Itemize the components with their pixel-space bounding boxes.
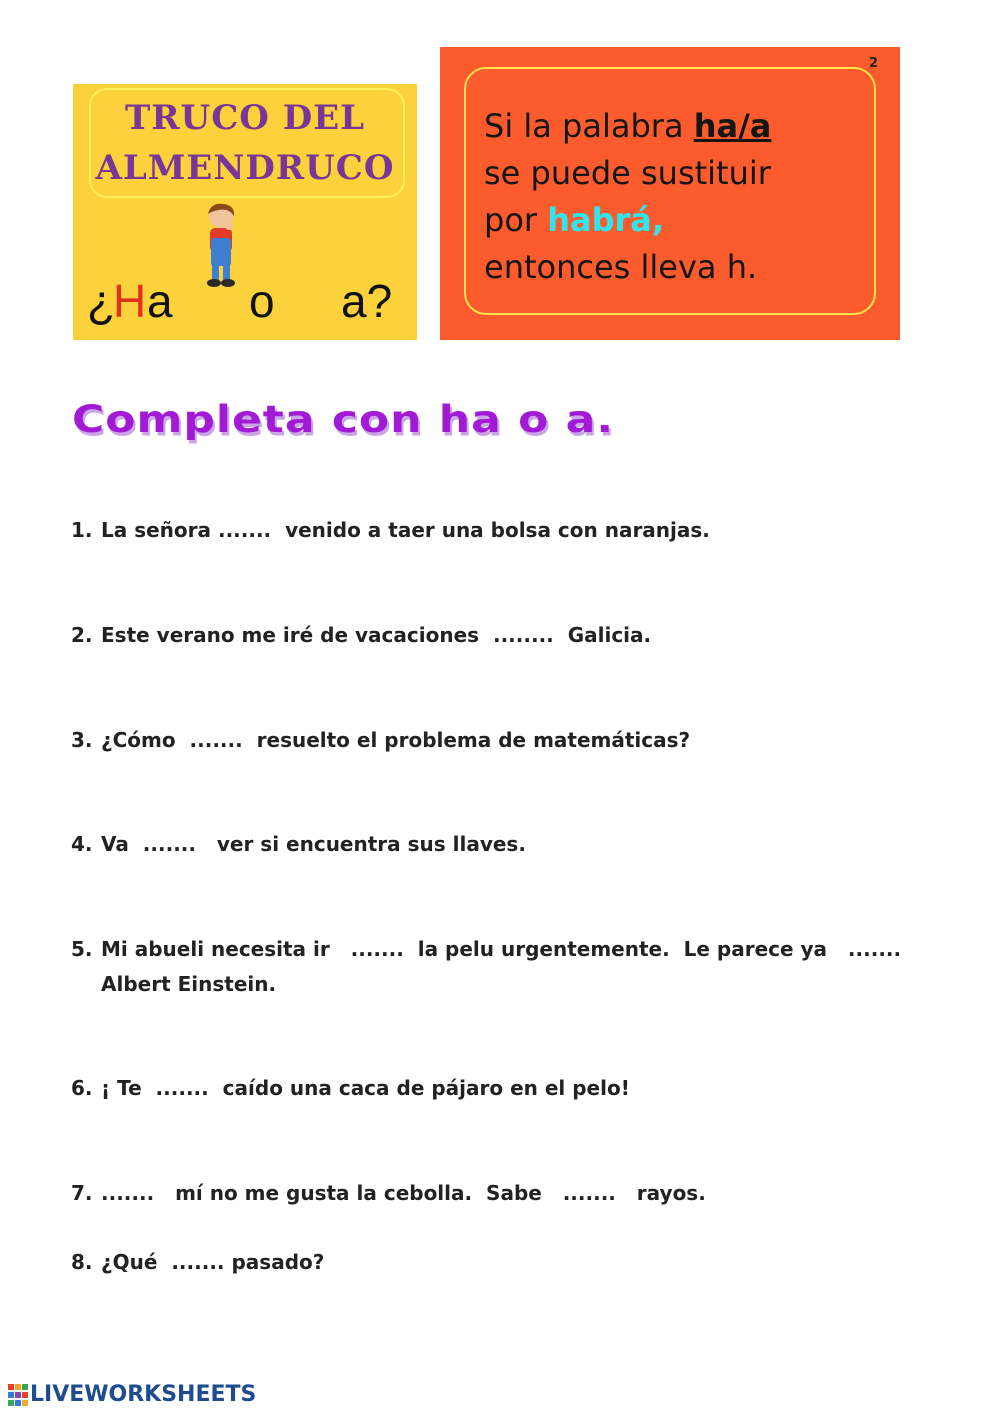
exercise-item-8 — [71, 1245, 951, 1385]
question-a-letter: a — [147, 275, 173, 327]
trick-card — [73, 84, 417, 340]
rule-habra-highlight: habrá, — [547, 201, 665, 239]
trick-title-line2: ALMENDRUCO — [95, 148, 395, 188]
exercise-item-5 — [71, 932, 951, 1072]
question-h-letter: H — [113, 275, 147, 327]
question-a-end: a? — [341, 275, 393, 327]
exercise-text[interactable]: Este verano me iré de vacaciones ........ Galicia. — [101, 623, 652, 647]
rule-line2: se puede sustituir — [484, 154, 771, 192]
exercise-number: 7. — [71, 1181, 93, 1205]
page-number: 2 — [868, 56, 878, 71]
rule-text — [484, 103, 884, 291]
rule-line1: Si la palabra — [484, 107, 694, 145]
liveworksheets-grid-icon — [8, 1384, 28, 1406]
rule-line4: entonces lleva h. — [484, 248, 758, 286]
rule-ha-a-highlight: ha/a — [693, 107, 772, 145]
ha-o-a-question — [87, 274, 417, 334]
exercise-text[interactable]: ¿Qué ....... pasado? — [101, 1250, 325, 1274]
exercise-text[interactable]: Va ....... ver si encuentra sus llaves. — [101, 832, 526, 856]
exercise-text[interactable]: ....... mí no me gusta la cebolla. Sabe ....... rayos. — [101, 1181, 706, 1205]
exercise-number: 8. — [71, 1250, 93, 1274]
brand-name: LIVEWORKSHEETS — [30, 1382, 257, 1407]
exercise-heading: Completa con ha o a. — [72, 398, 615, 442]
question-o-letter: o — [249, 275, 275, 327]
trick-title-line1: TRUCO DEL — [124, 98, 366, 138]
exercise-number: 2. — [71, 623, 93, 647]
exercise-text[interactable]: La señora ....... venido a taer una bolsa con naranjas. — [101, 518, 710, 542]
exercise-number: 6. — [71, 1076, 93, 1100]
exercise-number: 4. — [71, 832, 93, 856]
rule-card — [440, 47, 900, 340]
rule-line3: por — [484, 201, 548, 239]
exercise-number: 3. — [71, 728, 93, 752]
exercise-text[interactable]: ¿Cómo ....... resuelto el problema de matemáticas? — [101, 728, 691, 752]
exercise-text[interactable]: Mi abueli necesita ir ....... la pelu urgentemente. Le parece ya ....... Albert Einstein. — [101, 937, 902, 996]
exercise-number: 1. — [71, 518, 93, 542]
question-open-mark: ¿ — [87, 275, 116, 327]
exercise-text[interactable]: ¡ Te ....... caído una caca de pájaro en el pelo! — [101, 1076, 630, 1100]
exercise-number: 5. — [71, 937, 93, 961]
